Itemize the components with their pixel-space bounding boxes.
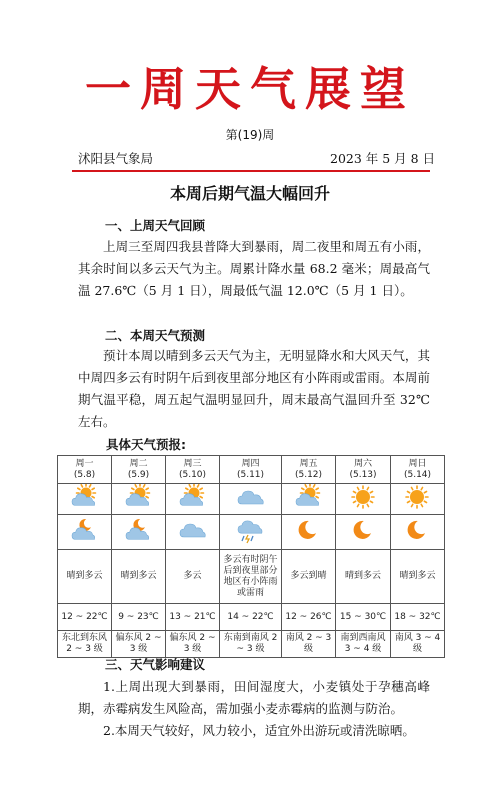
forecast-row bbox=[58, 604, 445, 631]
weather-desc: 多云到晴 bbox=[282, 550, 336, 604]
temperature-range: 15 ~ 30℃ bbox=[336, 604, 391, 631]
night-weather-cell bbox=[220, 515, 282, 550]
temperature-range: 18 ~ 32℃ bbox=[391, 604, 445, 631]
forecast-day-cell bbox=[336, 456, 391, 484]
forecast-day-cell bbox=[391, 456, 445, 484]
temperature-range: 13 ~ 21℃ bbox=[166, 604, 220, 631]
sun-cloud-icon bbox=[179, 484, 206, 514]
moon-icon bbox=[404, 517, 431, 547]
day-weather-cell bbox=[391, 484, 445, 515]
night-weather-cell bbox=[112, 515, 166, 550]
wind-info: 南到西南风 3 ~ 4 级 bbox=[336, 631, 391, 658]
moon-cloud-icon bbox=[71, 517, 98, 547]
weather-desc: 晴到多云 bbox=[391, 550, 445, 604]
moon-cloud-icon bbox=[125, 517, 152, 547]
night-weather-cell bbox=[336, 515, 391, 550]
day-weather-cell bbox=[112, 484, 166, 515]
day-date: (5.14) bbox=[403, 469, 432, 480]
day-date: (5.8) bbox=[73, 469, 96, 480]
wind-info: 南风 2 ~ 3 级 bbox=[282, 631, 336, 658]
forecast-row bbox=[58, 631, 445, 658]
day-name: 周五 bbox=[299, 458, 318, 469]
wind-info: 东南到南风 2 ~ 3 级 bbox=[220, 631, 282, 658]
advice-paragraph-1: 1.上周出现大到暴雨，田间湿度大，小麦镇处于孕穗高峰期，赤霉病发生风险高，需加强小麦赤霉病的监测与防治。 bbox=[78, 679, 430, 716]
day-name: 周四 bbox=[241, 458, 260, 469]
sun-cloud-icon bbox=[295, 484, 322, 514]
day-name: 周二 bbox=[129, 458, 148, 469]
issue-number: 第(19)周 bbox=[225, 128, 275, 142]
moon-icon bbox=[295, 517, 322, 547]
section-title-advice: 三、天气影响建议 bbox=[105, 657, 206, 672]
section-title-review: 一、上周天气回顾 bbox=[105, 218, 206, 233]
weather-desc: 多云有时阴午后到夜里部分地区有小阵雨或雷雨 bbox=[220, 550, 282, 604]
cloud-icon bbox=[179, 517, 206, 547]
day-name: 周三 bbox=[183, 458, 202, 469]
night-weather-cell bbox=[58, 515, 112, 550]
forecast-row bbox=[58, 484, 445, 515]
forecast-row bbox=[58, 550, 445, 604]
forecast-table-title: 具体天气预报: bbox=[106, 437, 186, 452]
day-weather-cell bbox=[166, 484, 220, 515]
wind-info: 偏东风 2 ~ 3 级 bbox=[112, 631, 166, 658]
forecast-table bbox=[57, 455, 445, 658]
headline: 本周后期气温大幅回升 bbox=[169, 184, 330, 203]
weather-desc: 晴到多云 bbox=[336, 550, 391, 604]
forecast-paragraph: 预计本周以晴到多云天气为主，无明显降水和大风天气，其中周四多云有时阴午后到夜里部分地区有小阵雨或雷雨。本周前期气温平稳，周五起气温明显回升，周末最高气温回升至 32℃左右。 bbox=[78, 348, 430, 429]
forecast-day-cell bbox=[220, 456, 282, 484]
forecast-day-cell bbox=[112, 456, 166, 484]
temperature-range: 12 ~ 26℃ bbox=[282, 604, 336, 631]
night-weather-cell bbox=[166, 515, 220, 550]
day-date: (5.13) bbox=[349, 469, 377, 480]
sun-cloud-icon bbox=[71, 484, 98, 514]
sun-icon bbox=[404, 484, 431, 514]
forecast-row bbox=[58, 515, 445, 550]
section-title-forecast: 二、本周天气预测 bbox=[105, 328, 206, 343]
day-date: (5.9) bbox=[127, 469, 150, 480]
temperature-range: 14 ~ 22℃ bbox=[220, 604, 282, 631]
header-divider bbox=[72, 170, 430, 172]
night-weather-cell bbox=[391, 515, 445, 550]
wind-info: 南风 3 ~ 4 级 bbox=[391, 631, 445, 658]
thunder-shower-icon bbox=[237, 517, 264, 547]
forecast-day-cell bbox=[58, 456, 112, 484]
weather-desc: 晴到多云 bbox=[58, 550, 112, 604]
moon-icon bbox=[350, 517, 377, 547]
cloud-icon bbox=[237, 484, 264, 514]
day-date: (5.10) bbox=[178, 469, 207, 480]
day-name: 周一 bbox=[75, 458, 94, 469]
weather-desc: 多云 bbox=[166, 550, 220, 604]
wind-info: 东北到东风 2 ~ 3 级 bbox=[58, 631, 112, 658]
forecast-row bbox=[58, 456, 445, 484]
sun-icon bbox=[350, 484, 377, 514]
weather-desc: 晴到多云 bbox=[112, 550, 166, 604]
forecast-day-cell bbox=[166, 456, 220, 484]
masthead-title: 一周天气展望 bbox=[85, 62, 415, 116]
advice-paragraph-2: 2.本周天气较好，风力较小，适宜外出游玩或清洗晾晒。 bbox=[103, 723, 415, 738]
day-weather-cell bbox=[58, 484, 112, 515]
day-date: (5.12) bbox=[294, 469, 323, 480]
day-weather-cell bbox=[336, 484, 391, 515]
temperature-range: 12 ~ 22℃ bbox=[58, 604, 112, 631]
day-name: 周六 bbox=[353, 458, 372, 469]
day-weather-cell bbox=[220, 484, 282, 515]
day-weather-cell bbox=[282, 484, 336, 515]
night-weather-cell bbox=[282, 515, 336, 550]
wind-info: 偏东风 2 ~ 3 级 bbox=[166, 631, 220, 658]
day-date: (5.11) bbox=[236, 469, 265, 480]
day-name: 周日 bbox=[408, 458, 427, 469]
temperature-range: 9 ~ 23℃ bbox=[112, 604, 166, 631]
publisher: 沭阳县气象局 bbox=[78, 151, 154, 166]
forecast-day-cell bbox=[282, 456, 336, 484]
sun-cloud-icon bbox=[125, 484, 152, 514]
issue-date: 2023 年 5 月 8 日 bbox=[330, 151, 436, 166]
review-paragraph: 上周三至周四我县普降大到暴雨，周二夜里和周五有小雨，其余时间以多云天气为主。周累计降水量 68.2 毫米；周最高气温 27.6℃（5 月 1 日），周最低气温 12.0℃（5 月 1 日）。 bbox=[78, 239, 430, 298]
